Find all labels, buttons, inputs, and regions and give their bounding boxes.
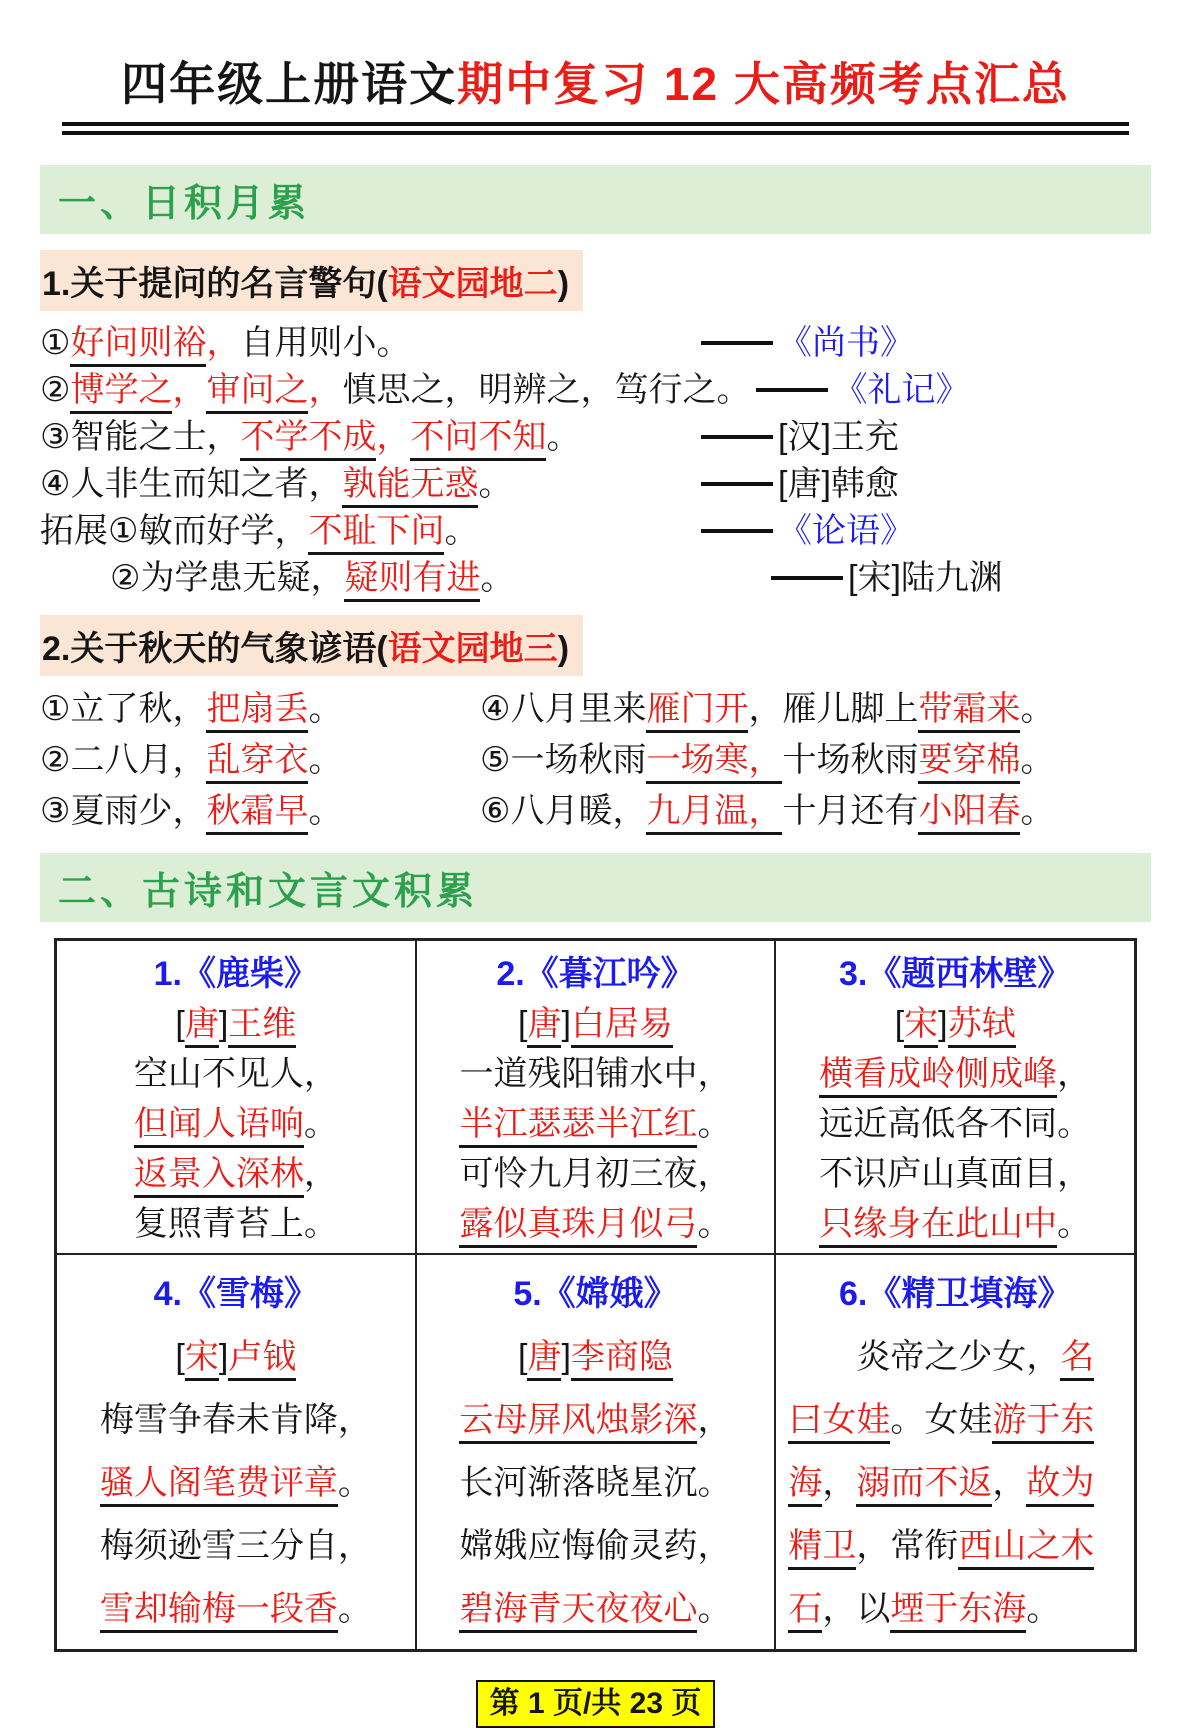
proverb-item — [40, 684, 480, 735]
text-segment: 云母屏风烛影深 — [459, 1401, 697, 1444]
text-segment: ， — [308, 370, 343, 409]
text-segment: 唐 — [527, 1338, 561, 1381]
poem-verse-line — [69, 1099, 403, 1149]
text-segment: 乱穿衣 — [206, 741, 308, 784]
quote-attribution — [701, 461, 899, 507]
text-segment: 1.关于提问的名言警句( — [42, 265, 388, 303]
quote-text — [40, 367, 756, 413]
text-segment: ④ — [40, 464, 71, 503]
text-segment: 。 — [890, 1401, 925, 1439]
poem-verse-line — [69, 1149, 403, 1199]
classical-prose — [788, 1326, 1122, 1641]
text-segment: ， — [172, 370, 207, 409]
quote-line — [40, 507, 1151, 554]
text-segment: 。 — [697, 1105, 732, 1143]
text-segment: 。 — [308, 792, 343, 830]
subsection-1-title-text — [40, 250, 583, 311]
text-segment: 雁儿脚上 — [782, 690, 919, 728]
poem-verse-line — [429, 1199, 763, 1249]
text-segment: 秋霜早 — [206, 792, 308, 835]
text-segment: 带霜来 — [918, 690, 1020, 733]
quote-source — [848, 555, 1003, 601]
text-segment: ①立了秋， — [40, 690, 207, 728]
quote-attribution — [701, 508, 914, 554]
text-segment: 四年级上册语文 — [121, 58, 458, 110]
text-segment: 溺而不返 — [856, 1464, 992, 1507]
em-dash — [701, 341, 773, 345]
text-segment: ， — [856, 1527, 891, 1565]
text-segment: 以 — [856, 1590, 891, 1628]
proverb-item — [480, 786, 1151, 837]
text-segment: ] — [218, 1005, 229, 1043]
text-segment: 拓展①敏而好学， — [40, 511, 309, 550]
text-segment: 雪却输梅一段香 — [100, 1590, 338, 1633]
text-segment: ， — [376, 417, 411, 456]
quote-attribution — [771, 555, 1003, 601]
text-segment: ， — [822, 1464, 857, 1502]
em-dash — [756, 388, 828, 392]
text-segment: 期中复习 12 大高频考点汇总 — [457, 58, 1070, 110]
poem-cell-title: 5.《嫦娥》 — [513, 1275, 678, 1313]
poem-verse-line — [69, 1452, 403, 1515]
text-segment: ， — [303, 1155, 338, 1193]
text-segment: [ — [518, 1005, 528, 1043]
text-segment: 疑则有进 — [344, 559, 480, 602]
text-segment: 宋 — [904, 1005, 938, 1048]
poem-verse-line — [429, 1389, 763, 1452]
text-segment: 。 — [478, 464, 513, 503]
poem-cell — [775, 1254, 1135, 1650]
text-segment: 《礼记》 — [833, 370, 970, 409]
text-segment: 《论语》 — [778, 511, 914, 550]
poem-verse-line — [788, 1049, 1122, 1099]
quote-source — [778, 414, 899, 460]
text-segment: ， — [206, 323, 241, 362]
text-segment: 。 — [697, 1205, 732, 1243]
text-segment: 审问之 — [206, 371, 308, 414]
text-segment: 。 — [303, 1105, 338, 1143]
poem-verse-line — [429, 1452, 763, 1515]
text-segment: 炎帝之少女， — [856, 1338, 1061, 1376]
text-segment: 嫦娥应悔偷灵药， — [459, 1527, 732, 1565]
text-segment: 。 — [1057, 1205, 1092, 1243]
text-segment: 不识庐山真面目， — [819, 1155, 1092, 1193]
text-segment: 一道残阳铺水中， — [459, 1055, 732, 1093]
text-segment: 女娃 — [924, 1401, 993, 1439]
poem-verse-line — [69, 1049, 403, 1099]
text-segment: 王维 — [228, 1005, 296, 1048]
text-segment: 页/共 — [544, 1687, 630, 1720]
text-segment: 。 — [1020, 792, 1055, 830]
poem-cell-title: 1.《鹿柴》 — [153, 955, 318, 993]
text-segment: 露似真珠月似弓 — [459, 1205, 697, 1248]
subsection-2-title-text — [40, 615, 583, 676]
text-segment: 唐 — [185, 1005, 219, 1048]
text-segment: ⑤一场秋雨 — [480, 741, 647, 779]
text-segment: 名曰女娃 — [788, 1338, 1094, 1444]
text-segment: 。 — [1020, 741, 1055, 779]
text-segment: ① — [40, 323, 71, 362]
text-segment: ② — [40, 370, 71, 409]
poem-cell — [775, 940, 1135, 1254]
text-segment: ] — [561, 1338, 571, 1376]
quote-source — [778, 320, 914, 366]
poem-cell-title: 3.《题西林壁》 — [838, 955, 1072, 993]
text-segment: 梅雪争春未肯降， — [99, 1401, 372, 1439]
text-segment: 但闻人语响 — [134, 1105, 304, 1148]
text-segment: ] — [218, 1338, 229, 1376]
text-segment: 慎思之，明辨之，笃行之。 — [342, 370, 751, 409]
text-segment: 一场寒， — [646, 741, 782, 784]
section-heading-poems: 二、古诗和文言文积累 — [40, 853, 1151, 922]
text-segment: ] — [938, 1005, 948, 1043]
poem-verse-line — [429, 1049, 763, 1099]
em-dash — [771, 576, 843, 580]
poem-cell — [416, 1254, 776, 1650]
text-segment: 要穿棉 — [918, 741, 1020, 784]
proverb-item — [480, 735, 1151, 786]
text-segment: ， — [992, 1464, 1027, 1502]
text-segment: 。 — [1020, 690, 1055, 728]
text-segment: 。 — [546, 417, 581, 456]
poems-table — [54, 938, 1137, 1652]
poem-verse-line — [69, 1578, 403, 1641]
text-segment: 不问不知 — [410, 418, 546, 461]
poem-verse-line — [788, 1099, 1122, 1149]
proverb-item — [40, 786, 480, 837]
text-segment: 页 — [663, 1687, 702, 1720]
text-segment: 远近高低各不同。 — [819, 1105, 1092, 1143]
text-segment: ) — [557, 630, 570, 668]
text-segment: 博学之 — [70, 371, 172, 414]
text-segment: 不耻下问 — [308, 512, 444, 555]
text-segment: ， — [1057, 1055, 1092, 1093]
quote-text — [40, 414, 701, 460]
poem-verse-line — [429, 1149, 763, 1199]
text-segment: 碧海青天夜夜心 — [459, 1590, 697, 1633]
text-segment: 苏轼 — [948, 1005, 1016, 1048]
text-segment: 第 — [489, 1687, 528, 1720]
text-segment: 李商隐 — [571, 1338, 673, 1381]
text-segment: 自用则小。 — [240, 323, 411, 362]
em-dash — [701, 529, 773, 533]
text-segment: 语文园地三 — [387, 630, 558, 668]
text-segment: 人非生而知之者， — [70, 464, 343, 503]
text-segment: 游于东海 — [788, 1401, 1094, 1507]
proverb-item — [40, 735, 480, 786]
text-segment: 只缘身在此山中 — [819, 1205, 1057, 1248]
subsection-1-title — [40, 250, 1151, 311]
text-segment: 把扇丢 — [206, 690, 308, 733]
quote-text — [40, 461, 701, 507]
proverbs-left-column — [40, 684, 480, 837]
text-segment: ④八月里来 — [480, 690, 647, 728]
text-segment: 故为精卫 — [788, 1464, 1094, 1570]
text-segment: 。 — [444, 511, 479, 550]
text-segment: ] — [561, 1005, 571, 1043]
text-segment: 卢钺 — [228, 1338, 296, 1381]
text-segment: 孰能无惑 — [342, 465, 478, 508]
text-segment: [ — [175, 1005, 185, 1043]
poem-author — [69, 999, 403, 1049]
poem-author — [788, 999, 1122, 1049]
text-segment: [汉]王充 — [778, 417, 899, 456]
poem-verse-line — [788, 1199, 1122, 1249]
poem-verse-line — [69, 1515, 403, 1578]
subsection-2-title — [40, 615, 1151, 676]
proverb-item — [480, 684, 1151, 735]
poem-author — [429, 1326, 763, 1389]
quote-source — [778, 461, 899, 507]
poem-verse-line — [429, 1515, 763, 1578]
quote-line — [40, 366, 1151, 413]
poem-cell — [56, 940, 416, 1254]
text-segment: 白居易 — [571, 1005, 673, 1048]
text-segment: 。 — [1026, 1590, 1061, 1628]
poem-cell-title: 2.《暮江吟》 — [496, 955, 695, 993]
text-segment: ⑥八月暖， — [480, 792, 647, 830]
quote-line — [40, 319, 1151, 366]
text-segment: 2.关于秋天的气象谚语( — [42, 630, 388, 668]
quote-line — [40, 413, 1151, 460]
proverbs-right-column — [480, 684, 1151, 837]
text-segment: ) — [557, 265, 570, 303]
section-heading-daily-accumulation: 一、日积月累 — [40, 165, 1151, 234]
poem-cell-title: 4.《雪梅》 — [153, 1275, 318, 1313]
text-segment: 十场秋雨 — [782, 741, 919, 779]
text-segment: 雁门开 — [646, 690, 748, 733]
text-segment: 。 — [337, 1464, 372, 1502]
text-segment: 空山不见人， — [133, 1055, 338, 1093]
text-segment: 可怜九月初三夜， — [459, 1155, 732, 1193]
text-segment: 宋 — [185, 1338, 219, 1381]
text-segment: 智能之士， — [70, 417, 241, 456]
poem-cell-title: 6.《精卫填海》 — [838, 1275, 1072, 1313]
text-segment: 《尚书》 — [778, 323, 914, 362]
text-segment: 常衔 — [890, 1527, 959, 1565]
quote-text — [40, 320, 701, 366]
text-segment: ③夏雨少， — [40, 792, 207, 830]
autumn-proverbs — [40, 684, 1151, 837]
text-segment: 好问则裕 — [70, 324, 206, 367]
text-segment: 1 — [527, 1687, 545, 1720]
poem-verse-line — [429, 1099, 763, 1149]
text-segment: 不学不成 — [240, 418, 376, 461]
text-segment: 唐 — [527, 1005, 561, 1048]
text-segment: 返景入深林 — [134, 1155, 304, 1198]
text-segment: ， — [822, 1590, 857, 1628]
text-segment: 。 — [480, 558, 515, 597]
text-segment: 。 — [337, 1590, 372, 1628]
text-segment: 堙于东海 — [890, 1590, 1026, 1633]
text-segment: 半江瑟瑟半江红 — [459, 1105, 697, 1148]
text-segment: 梅须逊雪三分自， — [99, 1527, 372, 1565]
text-segment: 横看成岭侧成峰 — [819, 1055, 1057, 1098]
quote-line — [40, 460, 1151, 507]
poem-verse-line — [69, 1389, 403, 1452]
text-segment: ， — [697, 1401, 732, 1439]
text-segment: 23 — [629, 1687, 664, 1720]
text-segment: 长河渐落晓星沉。 — [459, 1464, 732, 1502]
text-segment: [ — [894, 1005, 905, 1043]
text-segment: 小阳春 — [918, 792, 1020, 835]
quote-attribution — [756, 367, 969, 413]
poem-verse-line — [429, 1578, 763, 1641]
page-title — [62, 48, 1129, 135]
text-segment: ③ — [40, 417, 71, 456]
famous-quotes-list — [40, 319, 1151, 601]
text-segment: 。 — [308, 690, 343, 728]
text-segment: 九月温， — [646, 792, 782, 835]
text-segment: 。 — [308, 741, 343, 779]
text-segment: 西山之木石 — [788, 1527, 1094, 1633]
quote-text — [40, 508, 701, 554]
poem-verse-line — [69, 1199, 403, 1249]
text-segment: [唐]韩愈 — [778, 464, 899, 503]
poem-cell — [56, 1254, 416, 1650]
poem-cell — [416, 940, 776, 1254]
page-footer — [40, 1680, 1151, 1728]
text-segment: 十月还有 — [782, 792, 919, 830]
text-segment: 。 — [697, 1590, 732, 1628]
poem-verse-line — [788, 1149, 1122, 1199]
text-segment: [宋]陆九渊 — [848, 558, 1003, 597]
text-segment: [ — [175, 1338, 185, 1376]
quote-line — [40, 554, 1151, 601]
text-segment: 复照青苔上。 — [133, 1205, 338, 1243]
em-dash — [701, 482, 773, 486]
poem-author — [69, 1326, 403, 1389]
text-segment: ②二八月， — [40, 741, 207, 779]
em-dash — [701, 435, 773, 439]
text-segment: ， — [748, 690, 783, 728]
quote-source — [778, 508, 914, 554]
quote-text — [40, 555, 771, 601]
quote-attribution — [701, 320, 914, 366]
quote-source — [833, 367, 969, 413]
text-segment: ②为学患无疑， — [110, 558, 345, 597]
page-number-badge — [476, 1680, 716, 1728]
text-segment: [ — [518, 1338, 528, 1376]
quote-attribution — [701, 414, 899, 460]
text-segment: 语文园地二 — [387, 265, 558, 303]
poem-author — [429, 999, 763, 1049]
text-segment: 骚人阁笔费评章 — [100, 1464, 338, 1507]
